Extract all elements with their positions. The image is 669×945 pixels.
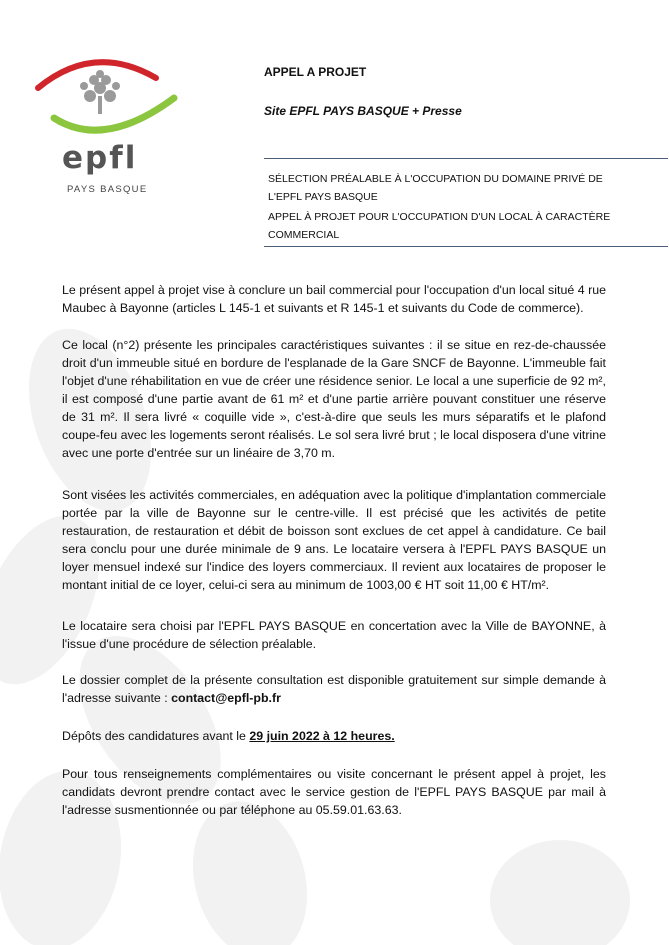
paragraph-contact-text: Pour tous renseignements complémentaires ou visite concernant le présent appel à projet, les candidats devront prendre contact avec le service gestion de l'EPFL PAYS BASQUE par mail à l'adresse susmentionnée ou par téléphone au 05.59.01.63.63. <box>62 767 606 817</box>
dossier-text: Le dossier complet de la présente consultation est disponible gratuitement sur simple demande à l'adresse suivante : <box>62 673 606 705</box>
subject-line-2: L'EPFL PAYS BASQUE <box>268 191 378 203</box>
subject-line-1: SÉLECTION PRÉALABLE À L'OCCUPATION DU DOMAINE PRIVÉ DE <box>268 173 603 185</box>
paragraph-dossier <box>62 671 606 707</box>
paragraph-local-description <box>62 336 606 462</box>
paragraph-contact <box>62 765 606 819</box>
subject-bottom-rule <box>264 246 668 247</box>
paragraph-activities-text: Sont visées les activités commerciales, en adéquation avec la politique d'implantation commerciale portée par la ville de Bayonne sur le centre-ville. Il est précisé que les activités de petite restauration, de restauration et débit de boisson sont exclues de cet appel à candidature. Ce bail sera conclu pour une durée minimale de 9 ans. Le locataire versera à l'EPFL PAYS BASQUE un loyer mensuel indexé sur l'indice des loyers commerciaux. Il revient aux locataires de proposer le montant initial de ce loyer, celui-ci sera au minimum de 1003,00 € HT soit 11,00 € HT/m². <box>62 488 606 592</box>
document-subtitle: Site EPFL PAYS BASQUE + Presse <box>264 104 462 118</box>
logo-subtitle: PAYS BASQUE <box>67 184 148 195</box>
paragraph-purpose-text: Le présent appel à projet vise à conclure un bail commercial pour l'occupation d'un local situé 4 rue Maubec à Bayonne (articles L 145-1 et suivants et R 145-1 et suivants du Code de commerce). <box>62 283 606 315</box>
subject-line-3: APPEL À PROJET POUR L'OCCUPATION D'UN LOCAL À CARACTÈRE <box>268 211 611 223</box>
tree-emblem-icon <box>34 50 184 150</box>
paragraph-purpose <box>62 281 606 317</box>
contact-email-link[interactable]: contact@epfl-pb.fr <box>171 691 281 705</box>
deadline-date: 29 juin 2022 à 12 heures. <box>249 729 395 743</box>
paragraph-deadline-text <box>62 727 606 745</box>
paragraph-deadline <box>62 727 606 745</box>
paragraph-selection <box>62 617 606 653</box>
paragraph-local-description-text: Ce local (n°2) présente les principales caractéristiques suivantes : il se situe en rez-de-chaussée droit d'un immeuble situé en bordure de l'esplanade de la Gare SNCF de Bayonne. L'immeuble fait l'objet d'une réhabilitation en vue de créer une résidence senior. Le local a une superficie de 92 m², il est composé d'une partie avant de 61 m² et d'une partie arrière pouvant constituer une réserve de 31 m². Il sera livré « coquille vide », c'est-à-dire que seuls les murs séparatifs et le plafond coupe-feu avec les logements seront réalisés. Le sol sera livré brut ; le local disposera d'une vitrine avec une porte d'entrée sur un linéaire de 3,70 m. <box>62 338 606 460</box>
logo-wordmark: epfl <box>62 140 138 176</box>
subject-top-rule <box>264 158 668 159</box>
paragraph-activities <box>62 486 606 594</box>
epfl-logo <box>34 50 184 200</box>
deadline-text: Dépôts des candidatures avant le <box>62 729 250 743</box>
paragraph-selection-text: Le locataire sera choisi par l'EPFL PAYS BASQUE en concertation avec la Ville de BAYONNE, à l'issue d'une procédure de sélection préalable. <box>62 619 606 651</box>
subject-line-4: COMMERCIAL <box>268 229 340 241</box>
document-title: APPEL A PROJET <box>264 65 367 79</box>
paragraph-dossier-text <box>62 671 606 707</box>
